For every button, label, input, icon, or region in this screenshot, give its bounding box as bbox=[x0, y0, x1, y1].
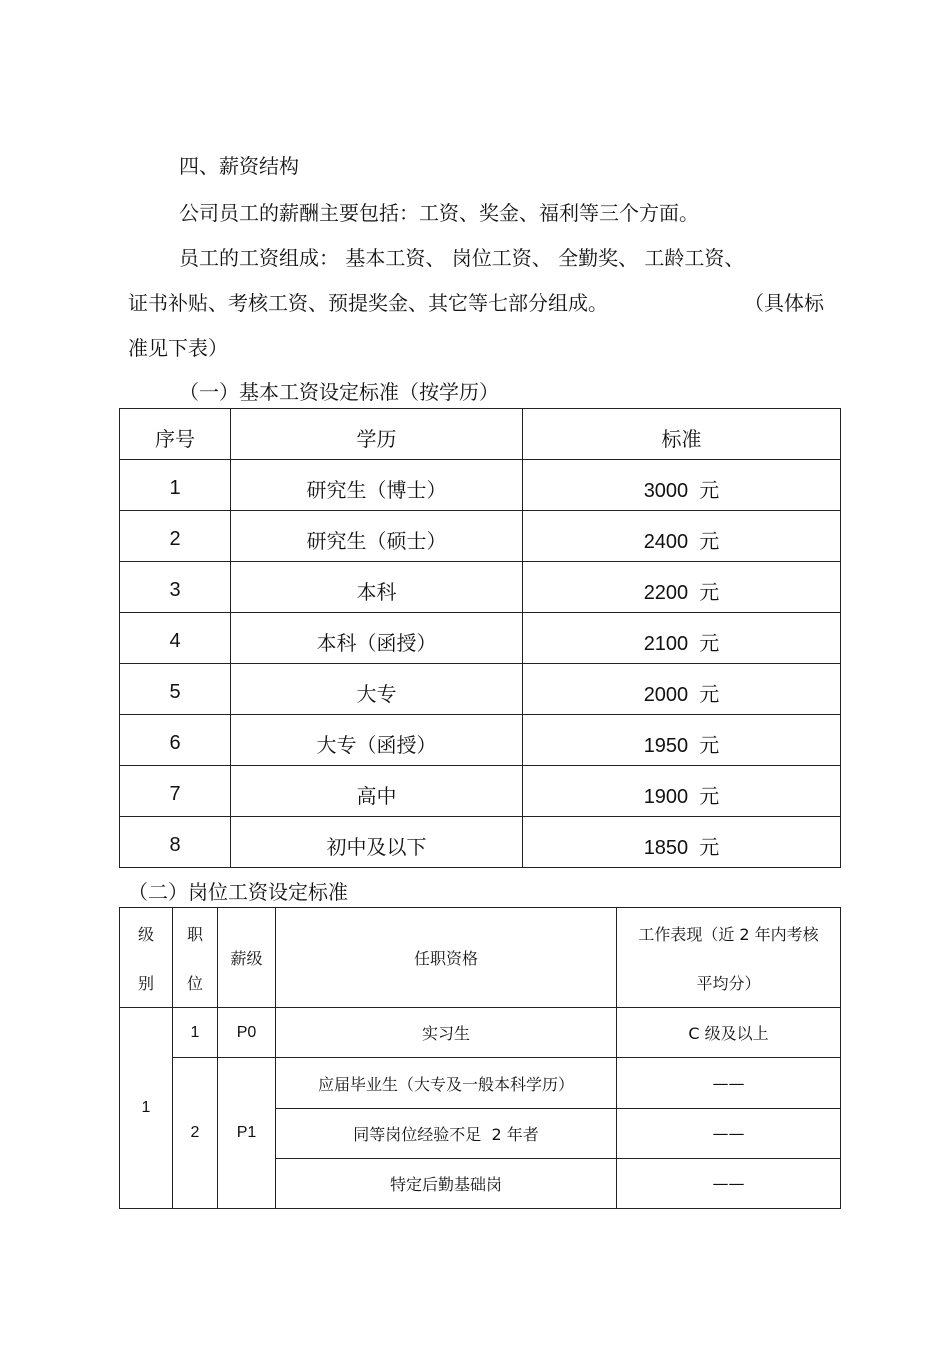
header-qualification: 任职资格 bbox=[276, 908, 617, 1008]
cell-standard: 2400 元 bbox=[523, 511, 841, 562]
cell-post: 1 bbox=[173, 1008, 218, 1058]
paragraph-see-table-note: （具体标 bbox=[744, 291, 824, 315]
cell-education: 大专 bbox=[231, 664, 523, 715]
cell-performance: —— bbox=[617, 1159, 841, 1209]
table-row bbox=[120, 1008, 841, 1058]
header-performance bbox=[617, 908, 841, 1008]
paragraph-compensation: 公司员工的薪酬主要包括：工资、奖金、福利等三个方面。 bbox=[179, 201, 699, 225]
table-row bbox=[120, 562, 841, 613]
paragraph-salary-composition: 员工的工资组成： 基本工资、 岗位工资、 全勤奖、 工龄工资、 bbox=[179, 246, 745, 270]
cell-qualification: 应届毕业生（大专及一般本科学历） bbox=[276, 1058, 617, 1109]
cell-education: 高中 bbox=[231, 766, 523, 817]
table-row bbox=[120, 664, 841, 715]
cell-education: 研究生（博士） bbox=[231, 460, 523, 511]
header-post-line1: 职 bbox=[186, 924, 203, 944]
header-no: 序号 bbox=[120, 409, 231, 460]
cell-grade: P0 bbox=[218, 1008, 276, 1058]
cell-standard: 2000 元 bbox=[523, 664, 841, 715]
header-education: 学历 bbox=[231, 409, 523, 460]
cell-no: 6 bbox=[120, 715, 231, 766]
header-grade: 薪级 bbox=[218, 908, 276, 1008]
table2-title: （二）岗位工资设定标准 bbox=[128, 880, 348, 904]
cell-no: 8 bbox=[120, 817, 231, 868]
cell-qualification: 实习生 bbox=[276, 1008, 617, 1058]
cell-no: 2 bbox=[120, 511, 231, 562]
cell-no: 4 bbox=[120, 613, 231, 664]
table-row bbox=[120, 817, 841, 868]
cell-no: 7 bbox=[120, 766, 231, 817]
table-row bbox=[120, 613, 841, 664]
paragraph-salary-composition-line2: 证书补贴、考核工资、预提奖金、其它等七部分组成。 bbox=[128, 291, 608, 315]
cell-performance: —— bbox=[617, 1058, 841, 1109]
basic-salary-table bbox=[119, 408, 841, 868]
cell-standard: 2200 元 bbox=[523, 562, 841, 613]
cell-performance: C 级及以上 bbox=[617, 1008, 841, 1058]
cell-education: 本科 bbox=[231, 562, 523, 613]
cell-grade: P1 bbox=[218, 1058, 276, 1209]
cell-standard: 2100 元 bbox=[523, 613, 841, 664]
cell-qualification: 同等岗位经验不足 2 年者 bbox=[276, 1109, 617, 1159]
cell-standard: 1900 元 bbox=[523, 766, 841, 817]
table-row bbox=[120, 766, 841, 817]
header-level-line2: 别 bbox=[137, 973, 154, 993]
header-post-line2: 位 bbox=[186, 973, 203, 993]
table-header-row bbox=[120, 409, 841, 460]
header-performance-line2: 平均分） bbox=[696, 973, 761, 993]
cell-education: 大专（函授） bbox=[231, 715, 523, 766]
position-salary-table bbox=[119, 907, 841, 1209]
paragraph-salary-composition-line3: 准见下表） bbox=[128, 336, 228, 360]
header-performance-line1: 工作表现（近 2 年内考核 bbox=[638, 924, 819, 944]
table-header-row bbox=[120, 908, 841, 1008]
cell-qualification: 特定后勤基础岗 bbox=[276, 1159, 617, 1209]
table-row bbox=[120, 511, 841, 562]
cell-performance: —— bbox=[617, 1109, 841, 1159]
cell-standard: 1850 元 bbox=[523, 817, 841, 868]
cell-level: 1 bbox=[120, 1008, 173, 1209]
table-row bbox=[120, 460, 841, 511]
cell-no: 3 bbox=[120, 562, 231, 613]
header-level-line1: 级 bbox=[137, 924, 154, 944]
cell-education: 研究生（硕士） bbox=[231, 511, 523, 562]
cell-education: 本科（函授） bbox=[231, 613, 523, 664]
cell-post: 2 bbox=[173, 1058, 218, 1209]
header-post bbox=[173, 908, 218, 1008]
section-heading: 四、薪资结构 bbox=[179, 154, 299, 178]
header-level bbox=[120, 908, 173, 1008]
cell-education: 初中及以下 bbox=[231, 817, 523, 868]
cell-no: 5 bbox=[120, 664, 231, 715]
cell-no: 1 bbox=[120, 460, 231, 511]
table1-title: （一）基本工资设定标准（按学历） bbox=[179, 380, 499, 404]
cell-standard: 3000 元 bbox=[523, 460, 841, 511]
cell-standard: 1950 元 bbox=[523, 715, 841, 766]
table-row bbox=[120, 715, 841, 766]
header-standard: 标准 bbox=[523, 409, 841, 460]
table-row bbox=[120, 1058, 841, 1109]
